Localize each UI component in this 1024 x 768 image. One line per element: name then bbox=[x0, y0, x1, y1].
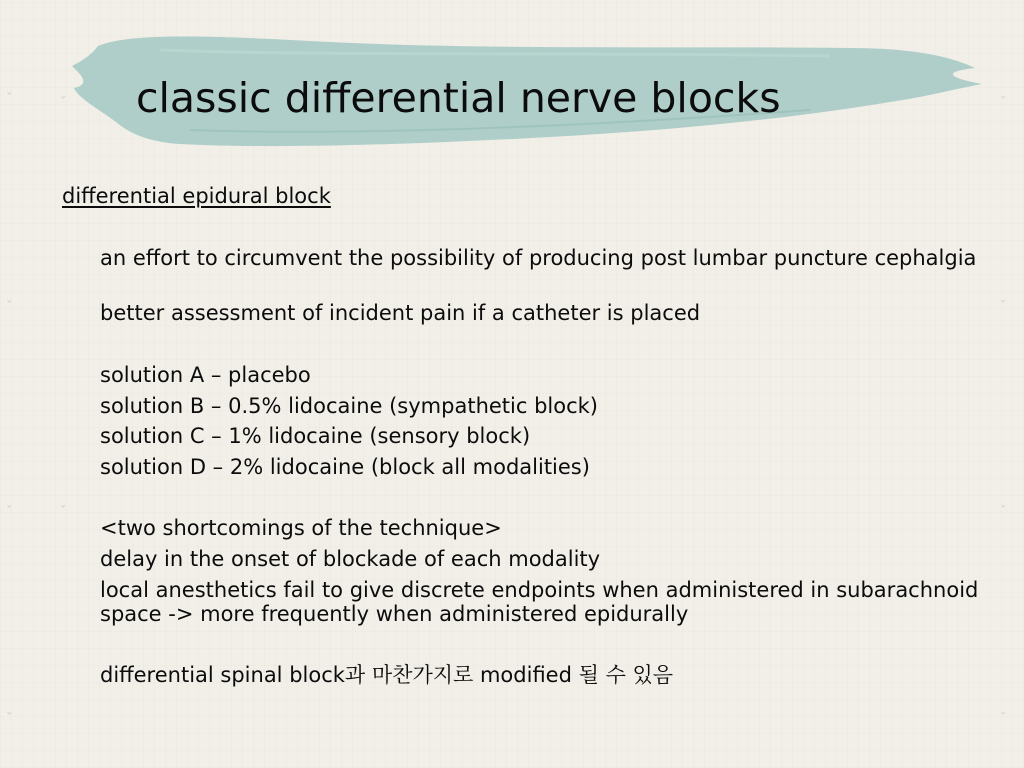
solution-item: solution A – placebo bbox=[100, 363, 311, 387]
paper-texture-mark: ˇ bbox=[1000, 505, 1007, 520]
slide-title: classic differential nerve blocks bbox=[136, 74, 781, 122]
solution-item: solution C – 1% lidocaine (sensory block) bbox=[100, 424, 531, 448]
shortcoming-item: delay in the onset of blockade of each modality bbox=[100, 547, 601, 571]
paper-texture-mark: ˇ bbox=[1000, 96, 1007, 111]
shortcomings-heading: <two shortcomings of the technique> bbox=[100, 516, 502, 540]
shortcoming-item: local anesthetics fail to give discrete endpoints when administered in subarachnoid space -> more frequently when administered epidurally bbox=[100, 578, 979, 626]
paper-texture-mark: ˇ bbox=[6, 92, 13, 107]
paper-texture-mark: ˇ bbox=[6, 300, 13, 315]
solution-item: solution D – 2% lidocaine (block all modalities) bbox=[100, 455, 590, 479]
paper-texture-mark: ˇ bbox=[60, 505, 67, 520]
paper-texture-mark: ˇ bbox=[6, 505, 13, 520]
section-heading: differential epidural block bbox=[62, 184, 331, 208]
paper-texture-mark: ˇ bbox=[60, 96, 67, 111]
paper-texture-mark: ˇ bbox=[1000, 712, 1007, 727]
solution-item: solution B – 0.5% lidocaine (sympathetic block) bbox=[100, 394, 599, 418]
bullet-item: better assessment of incident pain if a catheter is placed bbox=[100, 301, 701, 325]
note-item: differential spinal block과 마찬가지로 modified 될 수 있음 bbox=[100, 663, 674, 687]
paper-texture-mark: ˇ bbox=[6, 712, 13, 727]
paper-texture-mark: ˇ bbox=[1000, 300, 1007, 315]
bullet-item: an effort to circumvent the possibility of producing post lumbar puncture cephalgia bbox=[100, 246, 977, 270]
